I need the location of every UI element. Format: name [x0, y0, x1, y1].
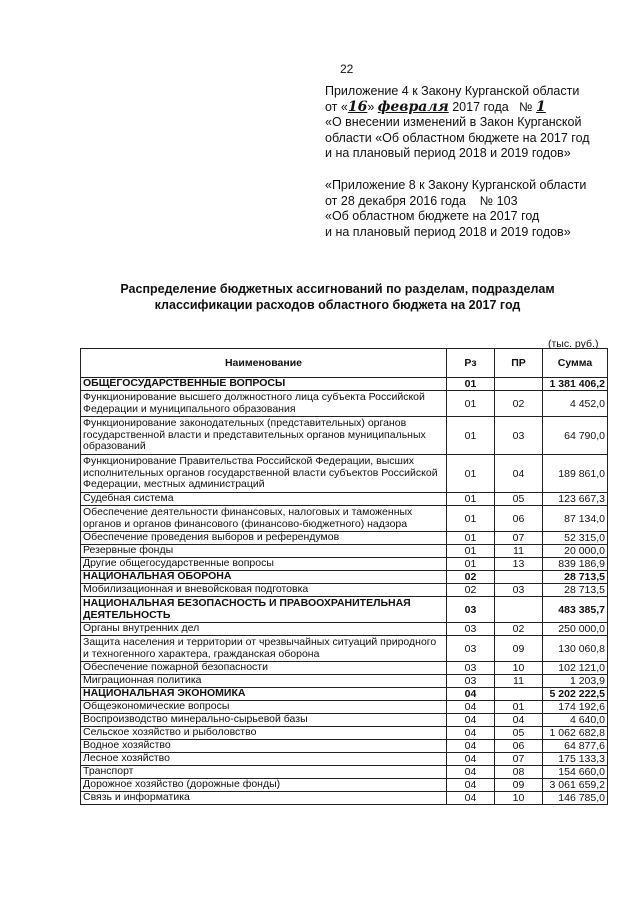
cell-pr: 08	[495, 766, 543, 779]
appendix-line: Приложение 4 к Закону Курганской области	[325, 84, 580, 98]
appendix-line: и на плановый период 2018 и 2019 годов»	[325, 224, 571, 239]
header-sum: Сумма	[543, 349, 608, 378]
cell-rz: 01	[447, 493, 495, 506]
table-row	[81, 597, 608, 623]
cell-sum: 1 203,9	[543, 675, 608, 688]
table-row	[81, 753, 608, 766]
cell-pr: 03	[495, 417, 543, 455]
table-row	[81, 571, 608, 584]
cell-name: Другие общегосударственные вопросы	[81, 558, 447, 571]
cell-rz: 01	[447, 378, 495, 391]
cell-rz: 04	[447, 701, 495, 714]
cell-name: Миграционная политика	[81, 675, 447, 688]
cell-name: Мобилизационная и вневойсковая подготовка	[81, 584, 447, 597]
cell-name: Органы внутренних дел	[81, 623, 447, 636]
cell-sum: 28 713,5	[543, 571, 608, 584]
cell-rz: 04	[447, 688, 495, 701]
cell-name: Обеспечение проведения выборов и референдумов	[81, 532, 447, 545]
cell-pr: 07	[495, 532, 543, 545]
cell-rz: 04	[447, 740, 495, 753]
cell-sum: 1 381 406,2	[543, 378, 608, 391]
cell-pr: 02	[495, 391, 543, 417]
cell-name: Общеэкономические вопросы	[81, 701, 447, 714]
table-body	[81, 378, 608, 805]
cell-pr	[495, 597, 543, 623]
appendix-line: и на плановый период 2018 и 2019 годов»	[325, 146, 571, 160]
cell-pr: 01	[495, 701, 543, 714]
cell-sum: 175 133,3	[543, 753, 608, 766]
table-row	[81, 675, 608, 688]
appendix-line: области «Об областном бюджете на 2017 год	[325, 130, 590, 145]
appendix-4-header	[325, 84, 590, 162]
page-number: 22	[340, 62, 354, 76]
table-row	[81, 714, 608, 727]
cell-sum: 1 062 682,8	[543, 727, 608, 740]
cell-pr: 11	[495, 545, 543, 558]
cell-sum: 130 060,8	[543, 636, 608, 662]
cell-rz: 02	[447, 571, 495, 584]
table-row	[81, 545, 608, 558]
cell-name: Защита населения и территории от чрезвычайных ситуаций природного и техногенного характера, гражданская оборона	[81, 636, 447, 662]
cell-rz: 01	[447, 532, 495, 545]
cell-sum: 64 877,6	[543, 740, 608, 753]
cell-rz: 02	[447, 584, 495, 597]
date-quote: »	[367, 99, 375, 114]
units-label: (тыс. руб.)	[548, 338, 599, 350]
cell-name: НАЦИОНАЛЬНАЯ ОБОРОНА	[81, 571, 447, 584]
table-row	[81, 779, 608, 792]
cell-rz: 04	[447, 792, 495, 805]
cell-rz: 03	[447, 662, 495, 675]
number-label: №	[519, 99, 533, 114]
cell-pr: 04	[495, 714, 543, 727]
cell-sum: 20 000,0	[543, 545, 608, 558]
table-row	[81, 792, 608, 805]
cell-name: Функционирование Правительства Российской Федерации, высших исполнительных органов государственной власти субъектов Российской Федерации, местных администраций	[81, 455, 447, 493]
appendix-line: «О внесении изменений в Закон Курганской	[325, 115, 582, 129]
cell-rz: 03	[447, 675, 495, 688]
title-line-1: Распределение бюджетных ассигнований по разделам, подразделам	[120, 282, 555, 296]
cell-rz: 01	[447, 417, 495, 455]
cell-name: Судебная система	[81, 493, 447, 506]
table-row	[81, 558, 608, 571]
table-row	[81, 532, 608, 545]
cell-pr: 05	[495, 493, 543, 506]
cell-sum: 483 385,7	[543, 597, 608, 623]
cell-pr: 10	[495, 792, 543, 805]
cell-sum: 102 121,0	[543, 662, 608, 675]
cell-name: Функционирование законодательных (представительных) органов государственной власти и представительных органов муниципальных образований	[81, 417, 447, 455]
appendix-line: «Приложение 8 к Закону Курганской области	[325, 178, 587, 192]
table-row	[81, 455, 608, 493]
date-prefix: от «	[325, 99, 348, 114]
cell-sum: 189 861,0	[543, 455, 608, 493]
cell-name: Обеспечение деятельности финансовых, налоговых и таможенных органов и органов финансового (финансово-бюджетного) надзора	[81, 506, 447, 532]
cell-rz: 01	[447, 506, 495, 532]
table-header-row	[81, 349, 608, 378]
appendix-line: от 28 декабря 2016 года № 103	[325, 193, 518, 208]
cell-pr: 09	[495, 636, 543, 662]
cell-pr	[495, 688, 543, 701]
cell-rz: 04	[447, 714, 495, 727]
cell-name: НАЦИОНАЛЬНАЯ ЭКОНОМИКА	[81, 688, 447, 701]
cell-rz: 04	[447, 779, 495, 792]
cell-sum: 28 713,5	[543, 584, 608, 597]
cell-rz: 03	[447, 636, 495, 662]
table-row	[81, 688, 608, 701]
appendix-line: «Об областном бюджете на 2017 год	[325, 209, 540, 223]
cell-sum: 839 186,9	[543, 558, 608, 571]
cell-rz: 04	[447, 727, 495, 740]
header-pr: ПР	[495, 349, 543, 378]
cell-rz: 01	[447, 455, 495, 493]
table-row	[81, 636, 608, 662]
header-name: Наименование	[81, 349, 447, 378]
cell-name: ОБЩЕГОСУДАРСТВЕННЫЕ ВОПРОСЫ	[81, 378, 447, 391]
cell-pr: 03	[495, 584, 543, 597]
cell-sum: 123 667,3	[543, 493, 608, 506]
handwritten-month: февраля	[377, 98, 449, 115]
cell-sum: 4 452,0	[543, 391, 608, 417]
cell-name: Воспроизводство минерально-сырьевой базы	[81, 714, 447, 727]
handwritten-day: 16	[347, 98, 368, 115]
table-row	[81, 766, 608, 779]
cell-pr: 02	[495, 623, 543, 636]
cell-name: Лесное хозяйство	[81, 753, 447, 766]
cell-sum: 4 640,0	[543, 714, 608, 727]
cell-sum: 87 134,0	[543, 506, 608, 532]
cell-pr: 11	[495, 675, 543, 688]
cell-name: Связь и информатика	[81, 792, 447, 805]
cell-pr: 04	[495, 455, 543, 493]
table-row	[81, 701, 608, 714]
table-row	[81, 727, 608, 740]
cell-pr: 13	[495, 558, 543, 571]
header-rz: Рз	[447, 349, 495, 378]
cell-sum: 250 000,0	[543, 623, 608, 636]
cell-pr: 07	[495, 753, 543, 766]
cell-name: Функционирование высшего должностного лица субъекта Российской Федерации и муниципального образования	[81, 391, 447, 417]
cell-pr: 10	[495, 662, 543, 675]
cell-name: НАЦИОНАЛЬНАЯ БЕЗОПАСНОСТЬ И ПРАВООХРАНИТЕЛЬНАЯ ДЕЯТЕЛЬНОСТЬ	[81, 597, 447, 623]
cell-name: Водное хозяйство	[81, 740, 447, 753]
cell-rz: 03	[447, 623, 495, 636]
cell-sum: 146 785,0	[543, 792, 608, 805]
cell-sum: 64 790,0	[543, 417, 608, 455]
table-row	[81, 506, 608, 532]
cell-rz: 04	[447, 766, 495, 779]
cell-rz: 01	[447, 558, 495, 571]
cell-pr: 09	[495, 779, 543, 792]
cell-sum: 52 315,0	[543, 532, 608, 545]
cell-sum: 154 660,0	[543, 766, 608, 779]
cell-pr: 06	[495, 740, 543, 753]
cell-name: Обеспечение пожарной безопасности	[81, 662, 447, 675]
cell-pr	[495, 378, 543, 391]
cell-sum: 3 061 659,2	[543, 779, 608, 792]
cell-pr: 05	[495, 727, 543, 740]
date-year: 2017 года	[452, 99, 509, 114]
cell-rz: 03	[447, 597, 495, 623]
table-row	[81, 493, 608, 506]
document-title	[100, 281, 575, 313]
cell-sum: 5 202 222,5	[543, 688, 608, 701]
cell-name: Сельское хозяйство и рыболовство	[81, 727, 447, 740]
cell-rz: 01	[447, 391, 495, 417]
table-row	[81, 584, 608, 597]
budget-table	[80, 348, 608, 805]
cell-pr	[495, 571, 543, 584]
table-row	[81, 740, 608, 753]
appendix-8-header	[325, 178, 586, 240]
table-row	[81, 417, 608, 455]
title-line-2: классификации расходов областного бюджета на 2017 год	[154, 298, 521, 312]
cell-pr: 06	[495, 506, 543, 532]
cell-rz: 04	[447, 753, 495, 766]
table-row	[81, 378, 608, 391]
handwritten-number: 1	[536, 98, 546, 115]
table-row	[81, 623, 608, 636]
cell-name: Транспорт	[81, 766, 447, 779]
cell-sum: 174 192,6	[543, 701, 608, 714]
table-row	[81, 391, 608, 417]
cell-name: Дорожное хозяйство (дорожные фонды)	[81, 779, 447, 792]
cell-name: Резервные фонды	[81, 545, 447, 558]
table-row	[81, 662, 608, 675]
appendix-date-line	[325, 100, 590, 116]
cell-rz: 01	[447, 545, 495, 558]
